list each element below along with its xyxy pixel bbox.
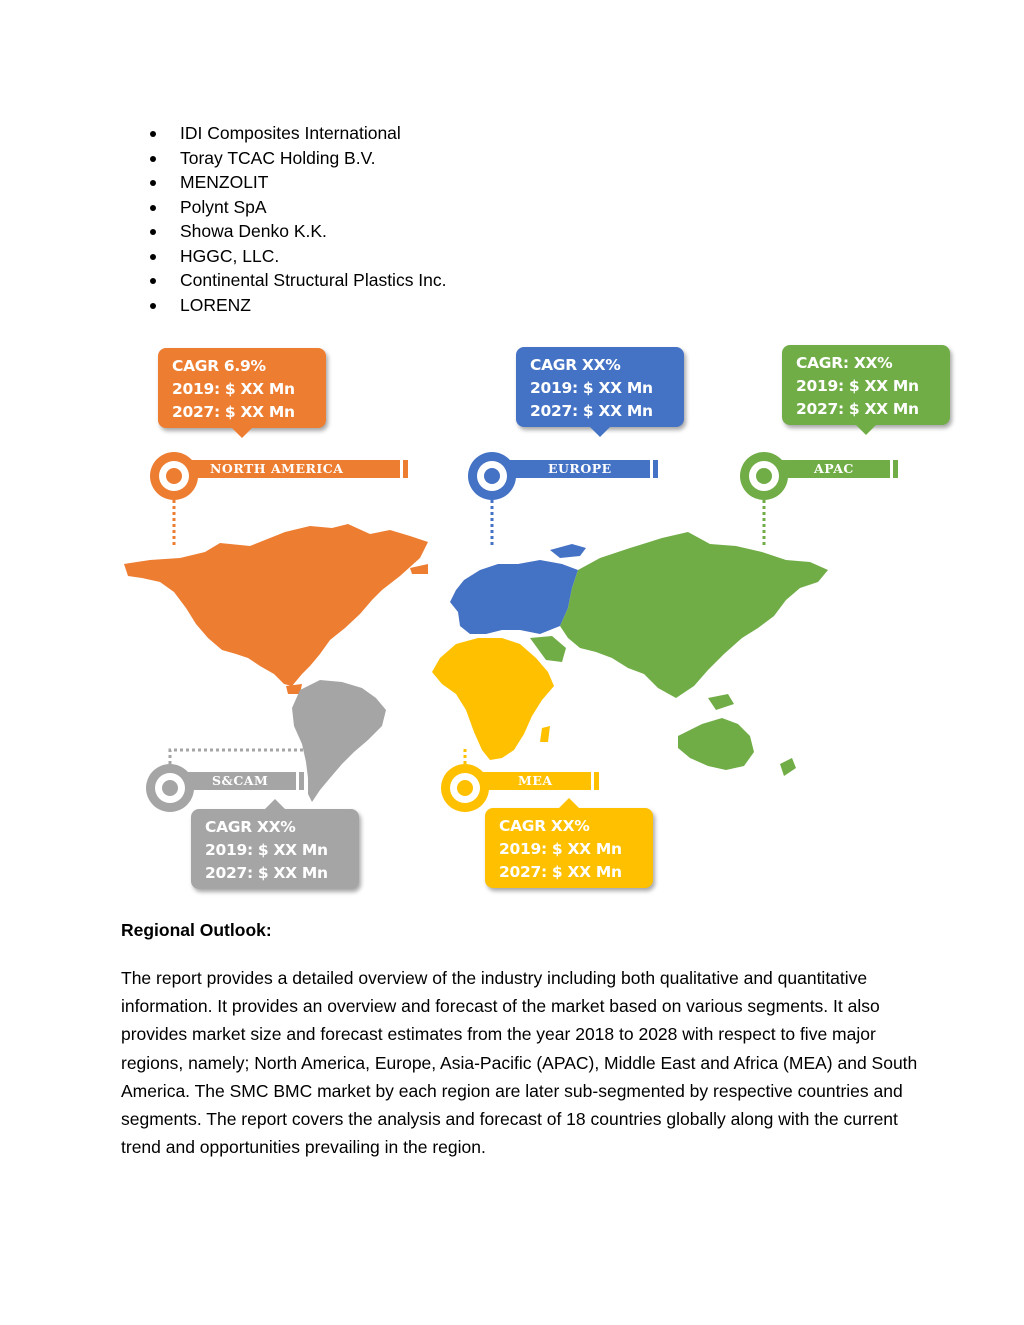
mea-callout [485, 808, 653, 888]
mea-2027: 2027: $ XX Mn [499, 863, 622, 881]
europe-label: EUROPE [548, 461, 612, 476]
list-item: LORENZ [146, 293, 447, 318]
apac-2019: 2019: $ XX Mn [796, 377, 919, 395]
list-item: Continental Structural Plastics Inc. [146, 268, 447, 293]
regional-map-infographic [110, 338, 970, 898]
europe-2019: 2019: $ XX Mn [530, 379, 653, 397]
scam-label: S&CAM [212, 773, 269, 788]
north-america-2027: 2027: $ XX Mn [172, 403, 295, 421]
north-america-label: NORTH AMERICA [210, 461, 344, 476]
asia-shape [560, 532, 828, 698]
europe-callout [516, 347, 684, 427]
mea-2019: 2019: $ XX Mn [499, 840, 622, 858]
section-heading: Regional Outlook: [121, 920, 272, 940]
scam-connector [170, 750, 308, 770]
section-body: The report provides a detailed overview of the industry including both qualitative and quantitative information. It provides an overview and forecast of the market based on various segments. It also provides market size and forecast estimates from the year 2018 to 2028 with respect to five major regions, namely; North America, Europe, Asia-Pacific (APAC), Middle East and Africa (MEA) and South America. The SMC BMC market by each region are later sub-segmented by respective countries and segments. The report covers the analysis and forecast of 18 countries globally along with the current trend and opportunities prevailing in the region. [121, 968, 918, 1158]
company-list [146, 121, 447, 317]
north-america-label-bar [150, 452, 408, 500]
list-item: MENZOLIT [146, 170, 447, 195]
scam-2027: 2027: $ XX Mn [205, 864, 328, 882]
north-america-2019: 2019: $ XX Mn [172, 380, 295, 398]
europe-2027: 2027: $ XX Mn [530, 402, 653, 420]
north-america-callout [158, 348, 326, 428]
list-item: Showa Denko K.K. [146, 219, 447, 244]
australia-shape [678, 718, 754, 770]
list-item: Toray TCAC Holding B.V. [146, 146, 447, 171]
apac-label-bar [740, 452, 898, 500]
south-america-shape [292, 680, 386, 802]
europe-label-bar [468, 452, 658, 500]
apac-label: APAC [814, 461, 854, 476]
scam-cagr: CAGR XX% [205, 818, 296, 836]
scam-callout [191, 809, 359, 889]
scam-2019: 2019: $ XX Mn [205, 841, 328, 859]
africa-shape [432, 638, 554, 760]
europe-cagr: CAGR XX% [530, 356, 621, 374]
mea-cagr: CAGR XX% [499, 817, 590, 835]
apac-callout [782, 345, 950, 425]
north-america-cagr: CAGR 6.9% [172, 357, 266, 375]
list-item: IDI Composites International [146, 121, 447, 146]
europe-shape [450, 560, 578, 634]
apac-cagr: CAGR: XX% [796, 354, 893, 372]
mea-label: MEA [518, 773, 553, 788]
north-america-shape [124, 524, 428, 686]
apac-2027: 2027: $ XX Mn [796, 400, 919, 418]
list-item: HGGC, LLC. [146, 244, 447, 269]
list-item: Polynt SpA [146, 195, 447, 220]
